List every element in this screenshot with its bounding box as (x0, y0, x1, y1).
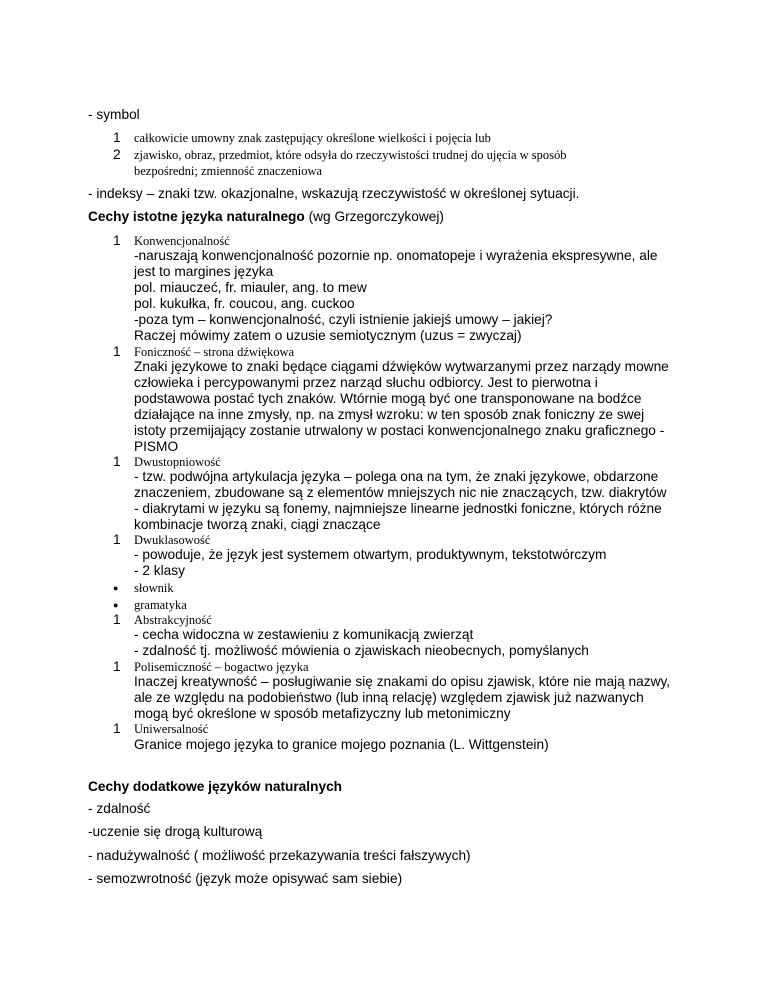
feature-line: Znaki językowe to znaki będące ciągami dźwięków wytwarzanymi przez narządy mowne (134, 359, 669, 374)
symbol-item-text: zjawisko, obraz, przedmiot, które odsyła do rzeczywistości trudnej do ujęcia w sposób (134, 148, 567, 162)
feature-line: - tzw. podwójna artykulacja języka – polega ona na tym, że znaki językowe, obdarzone (134, 469, 659, 484)
feature-line: działające na inne zmysły, np. na zmysł wzroku: w ten sposób znak foniczny ze swej (134, 407, 645, 422)
feature-line: Inaczej kreatywność – posługiwanie się znakami do opisu zjawisk, które nie mają nazwy, (134, 674, 671, 689)
list-item: -uczenie się drogą kulturową (88, 824, 263, 839)
feature-title: Foniczność – strona dźwiękowa (134, 345, 295, 359)
symbol-label: - symbol (88, 107, 140, 122)
indeksy-text: - indeksy – znaki tzw. okazjonalne, wskazują rzeczywistość w określonej sytuacji. (88, 186, 580, 201)
feature-line: istoty przemijający zostanie utrwalony w postaci konwencjonalnego znaku graficznego - (134, 423, 665, 438)
feature-title: Konwencjonalność (134, 234, 230, 248)
section-heading-bold: Cechy istotne języka naturalnego (88, 209, 305, 224)
list-item: - zdalność (88, 801, 151, 816)
feature-title: Dwustopniowość (134, 455, 221, 469)
feature-line: - zdalność tj. możliwość mówienia o zjawiskach nieobecnych, pomyślanych (134, 643, 589, 658)
feature-line: - powoduje, że język jest systemem otwartym, produktywnym, tekstotwórczym (134, 547, 607, 562)
list-marker: 1 (113, 721, 121, 736)
feature-line: PISMO (134, 439, 179, 454)
feature-line: - cecha widoczna w zestawieniu z komunikacją zwierząt (134, 627, 474, 642)
list-item: - semozwrotność (język może opisywać sam siebie) (88, 871, 403, 886)
section-heading: Cechy dodatkowe języków naturalnych (88, 779, 343, 794)
feature-line: Raczej mówimy zatem o uzusie semiotycznym (uzus = zwyczaj) (134, 328, 522, 343)
feature-line: pol. miauczeć, fr. miauler, ang. to mew (134, 280, 367, 295)
feature-line: Granice mojego języka to granice mojego poznania (L. Wittgenstein) (134, 737, 549, 752)
section-heading (88, 209, 444, 225)
feature-line: człowieka i percypowanymi przez narząd słuchu odbiorcy. Jest to pierwotna i (134, 375, 598, 390)
feature-line: znaczeniem, zbudowane są z elementów mniejszych nic nie znaczących, tzw. diakrytów (134, 485, 667, 500)
list-marker: 2 (113, 147, 121, 162)
list-marker: 1 (113, 233, 121, 248)
feature-title: Abstrakcyjność (134, 613, 212, 627)
list-marker: 1 (113, 344, 121, 359)
feature-line: podstawowa postać tych znaków. Wtórnie mogą być one transponowane na bodźce (134, 391, 642, 406)
section-heading-note: (wg Grzegorczykowej) (304, 209, 444, 224)
feature-line: - 2 klasy (134, 563, 185, 578)
feature-title: Polisemiczność – bogactwo języka (134, 660, 309, 674)
bullet-icon: ● (113, 600, 119, 610)
feature-line: jest to margines języka (134, 264, 274, 279)
bullet-item: słownik (134, 581, 174, 595)
list-marker: 1 (113, 454, 121, 469)
symbol-item-text-cont: bezpośredni; zmienność znaczeniowa (134, 164, 323, 178)
feature-line: pol. kukułka, fr. coucou, ang. cuckoo (134, 296, 355, 311)
bullet-icon: ● (113, 583, 119, 593)
list-item: - nadużywalność ( możliwość przekazywania treści fałszywych) (88, 848, 471, 863)
list-marker: 1 (113, 612, 121, 627)
feature-line: -poza tym – konwencjonalność, czyli istnienie jakiejś umowy – jakiej? (134, 312, 553, 327)
feature-line: kombinacje tworzą znaki, ciągi znaczące (134, 517, 381, 532)
list-marker: 1 (113, 659, 121, 674)
feature-line: -naruszają konwencjonalność pozornie np. onomatopeje i wyrażenia ekspresywne, ale (134, 248, 658, 263)
feature-line: mogą być określone w sposób metafizyczny lub metonimiczny (134, 706, 511, 721)
feature-line: ale ze względu na podobieństwo (lub inną relację) względem zjawisk już nazwanych (134, 690, 644, 705)
feature-line: - diakrytami w języku są fonemy, najmniejsze linearne jednostki foniczne, których różne (134, 501, 662, 516)
bullet-item: gramatyka (134, 598, 187, 612)
symbol-item-text: całkowicie umowny znak zastępujący określone wielkości i pojęcia lub (134, 131, 491, 145)
list-marker: 1 (113, 130, 121, 145)
feature-title: Uniwersalność (134, 722, 209, 736)
list-marker: 1 (113, 532, 121, 547)
feature-title: Dwuklasowość (134, 533, 211, 547)
